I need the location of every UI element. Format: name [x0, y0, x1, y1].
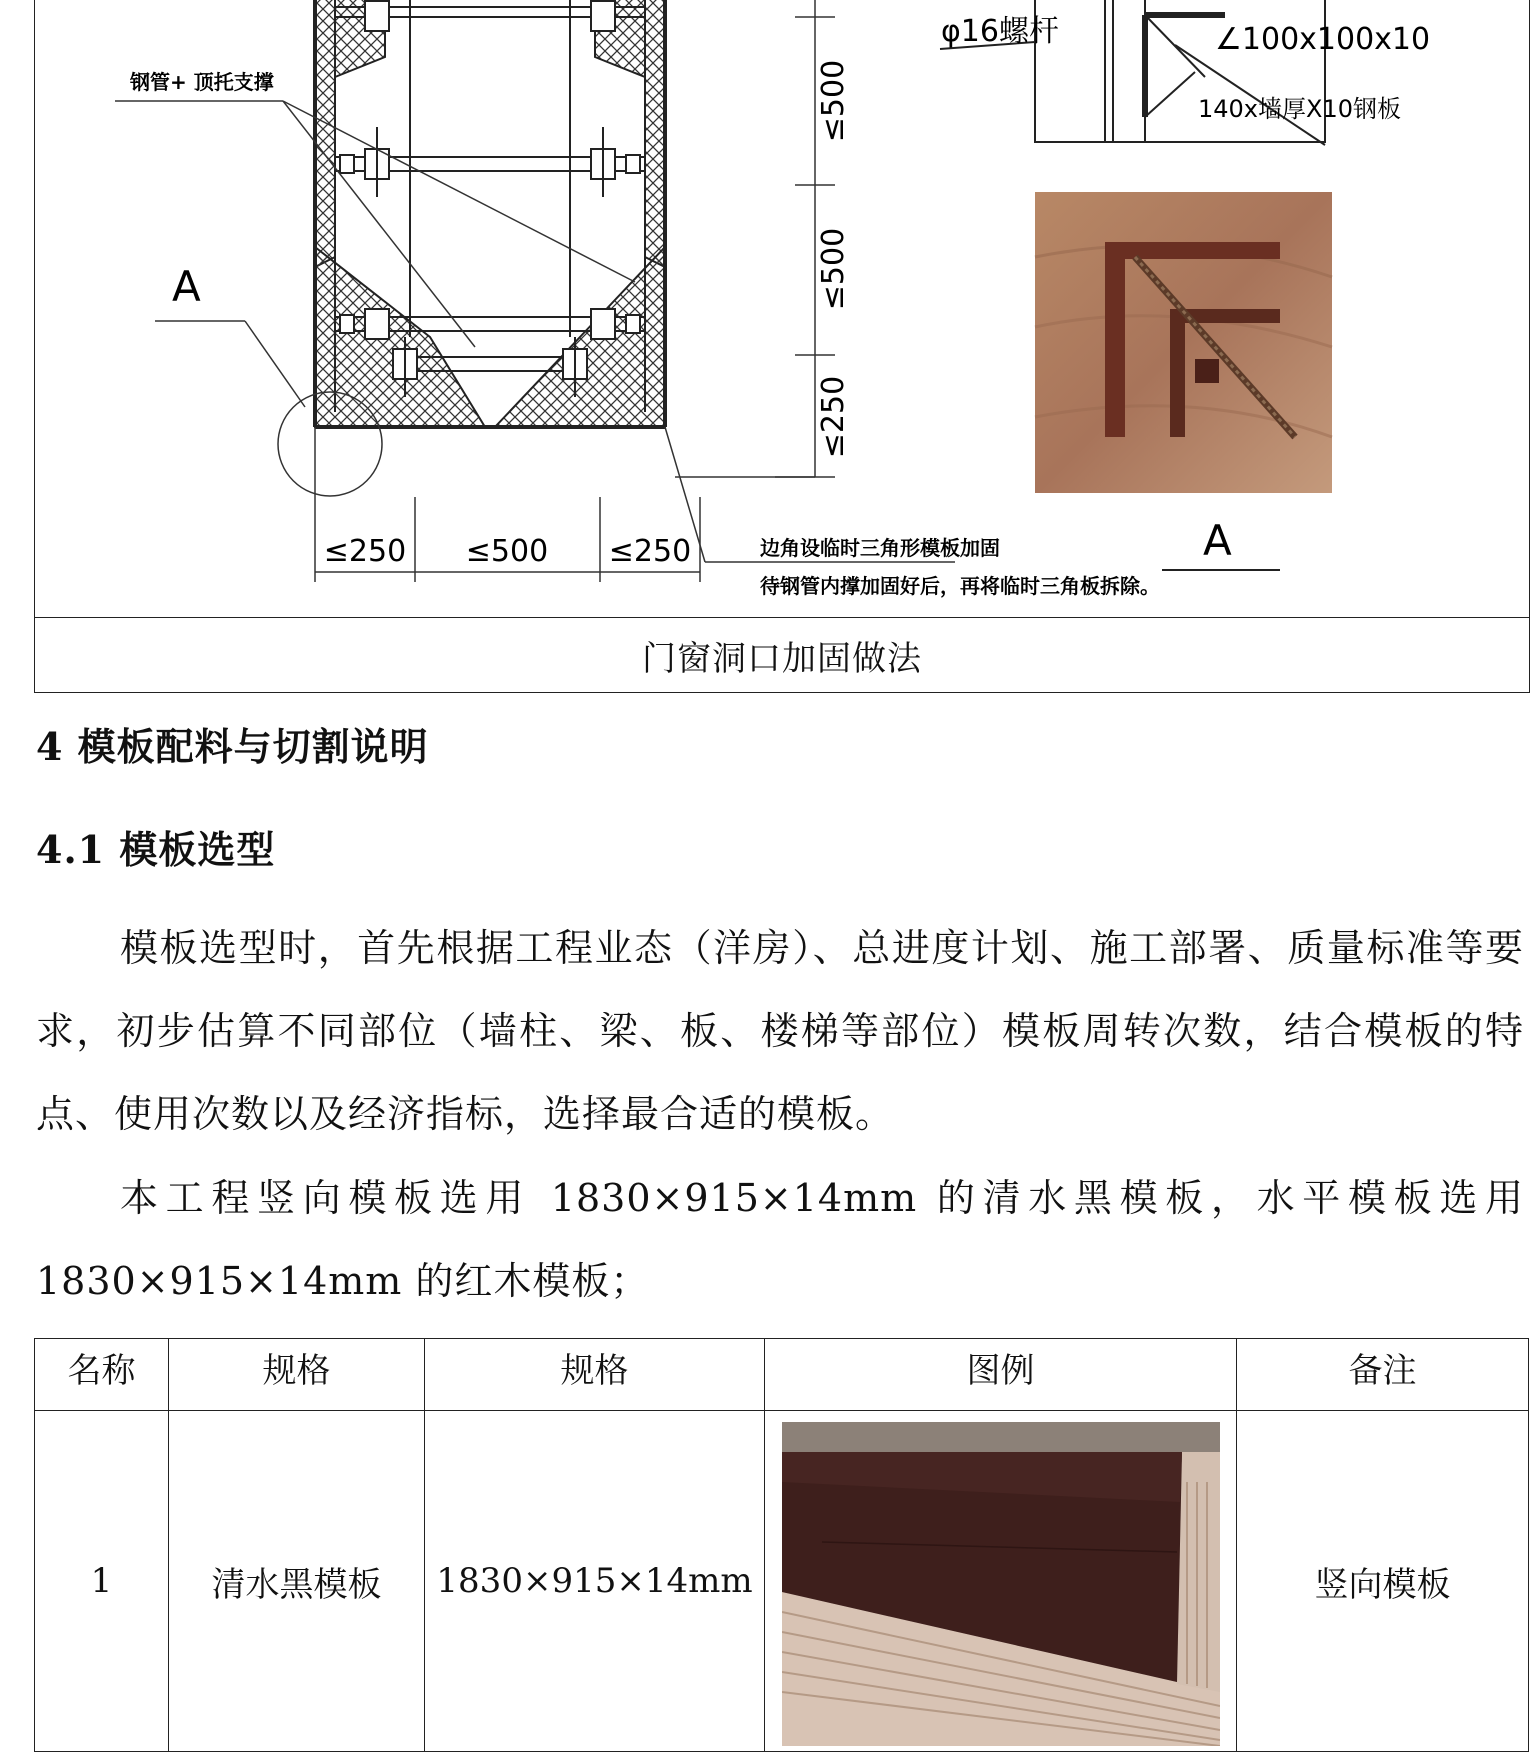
header-spec-2: 规格: [425, 1339, 765, 1411]
figure-box: [34, 0, 1530, 693]
section-heading: 4 模板配料与切割说明: [36, 724, 429, 769]
row-remark: 竖向模板: [1237, 1411, 1529, 1752]
paragraph-formwork-selection: 模板选型时，首先根据工程业态（洋房）、总进度计划、施工部署、质量标准等要求，初步估算不同部位（墙柱、梁、板、楼梯等部位）模板周转次数，结合模板的特点、使用次数以及经济指标，选择最合适的模板。: [36, 926, 1524, 1136]
row-legend: [765, 1411, 1237, 1752]
detail-a-left-label: A: [172, 262, 201, 311]
row-number: 1: [35, 1411, 169, 1752]
dim-vertical-2: ≤500: [816, 227, 851, 311]
figure-caption: 门窗洞口加固做法: [642, 638, 922, 679]
header-name: 名称: [35, 1339, 169, 1411]
row-spec: 1830×915×14mm: [425, 1411, 765, 1752]
formwork-spec-table: [34, 1338, 1529, 1752]
header-legend: 图例: [765, 1339, 1237, 1411]
dim-vertical-1: ≤500: [816, 59, 851, 143]
header-remark: 备注: [1237, 1339, 1529, 1411]
figure-caption-row: [35, 617, 1529, 692]
table-header-row: [35, 1339, 1529, 1411]
header-spec-1: 规格: [169, 1339, 425, 1411]
dim-horizontal-3: ≤250: [608, 534, 692, 569]
plate-label: 140x墙厚X10钢板: [1198, 95, 1401, 123]
subsection-heading: 4.1 模板选型: [36, 827, 276, 872]
dim-horizontal-2: ≤500: [465, 534, 549, 569]
table-row: [35, 1411, 1529, 1752]
opening-frame: [315, 0, 665, 427]
black-formwork-photo: [782, 1422, 1220, 1746]
steel-pipe-support-label: 钢管+ 顶托支撑: [130, 70, 274, 94]
angle-label: ∠100x100x10: [1215, 22, 1431, 57]
note-line-1: 边角设临时三角形模板加固: [760, 536, 1000, 560]
note-line-2: 待钢管内撑加固好后，再将临时三角板拆除。: [760, 574, 1160, 598]
dim-vertical-3: ≤250: [816, 375, 851, 459]
dim-horizontal-1: ≤250: [323, 534, 407, 569]
paragraph-project-formwork: 本工程竖向模板选用 1830×915×14mm 的清水黑模板，水平模板选用 1830×915×14mm 的红木模板；: [36, 1176, 1524, 1303]
detail-a-right-label: A: [1203, 516, 1232, 565]
window-opening-drawing: [35, 0, 1529, 617]
row-name: 清水黑模板: [169, 1411, 425, 1752]
bolt-label: φ16螺杆: [941, 14, 1059, 49]
angle-bracket-photo: [1035, 192, 1332, 493]
